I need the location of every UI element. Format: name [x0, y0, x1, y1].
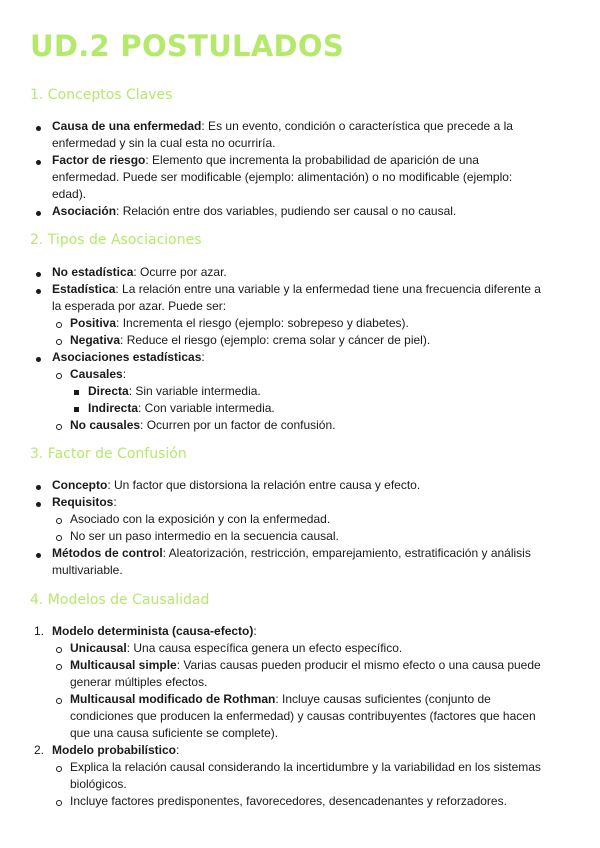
list-number: 1. [34, 624, 45, 638]
bullet-disc [36, 160, 41, 165]
list-item: Multicausal simple: Varias causas pueden producir el mismo efecto o una causa puede [70, 658, 541, 672]
list-item-cont: enfermedad y sin la cual esta no ocurriría. [52, 136, 276, 150]
list-item: No ser un paso intermedio en la secuencia causal. [70, 529, 339, 543]
list-item: Modelo probabilístico: [52, 743, 180, 757]
section-heading-confusion: 3. Factor de Confusión [30, 446, 187, 462]
bullet-circle [56, 800, 62, 806]
list-item-cont: biológicos. [70, 777, 127, 791]
list-item: Asociaciones estadísticas: [52, 350, 205, 364]
list-item-cont: que una causa suficiente se complete). [70, 726, 279, 740]
bullet-disc [36, 485, 41, 490]
list-item: Concepto: Un factor que distorsiona la relación entre causa y efecto. [52, 478, 421, 492]
bullet-disc [36, 211, 41, 216]
list-item-cont: enfermedad. Puede ser modificable (ejemplo: alimentación) o no modificable (ejemplo: [52, 170, 513, 184]
page-title: UD.2 POSTULADOS [30, 29, 345, 63]
bullet-circle [56, 339, 62, 345]
bullet-disc [36, 357, 41, 362]
bullet-circle [56, 766, 62, 772]
bullet-disc [36, 502, 41, 507]
bullet-circle [56, 535, 62, 541]
list-item: Métodos de control: Aleatorización, restricción, emparejamiento, estratificación y análisis [52, 546, 531, 560]
list-item: Causales: [70, 367, 127, 381]
list-item-cont: la esperada por azar. Puede ser: [52, 299, 227, 313]
list-item: Asociación: Relación entre dos variables, pudiendo ser causal o no causal. [52, 204, 457, 218]
list-item: Positiva: Incrementa el riesgo (ejemplo: sobrepeso y diabetes). [70, 316, 409, 330]
bullet-circle [56, 647, 62, 653]
bullet-circle [56, 322, 62, 328]
bullet-circle [56, 664, 62, 670]
list-item: No estadística: Ocurre por azar. [52, 265, 227, 279]
list-item: Estadística: La relación entre una variable y la enfermedad tiene una frecuencia diferente a [52, 282, 541, 296]
bullet-square [74, 390, 79, 395]
bullet-circle [56, 373, 62, 379]
list-item-cont: edad). [52, 187, 87, 201]
list-item: Explica la relación causal considerando la incertidumbre y la variabilidad en los sistemas [70, 760, 541, 774]
bullet-circle [56, 518, 62, 524]
list-item-cont: condiciones que producen la enfermedad) y causas contribuyentes (factores que hacen [70, 709, 536, 723]
bullet-circle [56, 424, 62, 430]
list-item: Negativa: Reduce el riesgo (ejemplo: crema solar y cáncer de piel). [70, 333, 431, 347]
list-item: Directa: Sin variable intermedia. [88, 384, 261, 398]
list-number: 2. [34, 743, 45, 757]
list-item: Modelo determinista (causa-efecto): [52, 624, 257, 638]
list-item: Incluye factores predisponentes, favorecedores, desencadenantes y reforzadores. [70, 794, 507, 808]
bullet-disc [36, 272, 41, 277]
list-item: Unicausal: Una causa específica genera un efecto específico. [70, 641, 403, 655]
list-item: Causa de una enfermedad: Es un evento, condición o característica que precede a la [52, 119, 513, 133]
list-item: Factor de riesgo: Elemento que incrementa la probabilidad de aparición de una [52, 153, 479, 167]
bullet-disc [36, 289, 41, 294]
list-item-cont: multivariable. [52, 563, 123, 577]
list-item: Requisitos: [52, 495, 117, 509]
list-item: Multicausal modificado de Rothman: Incluye causas suficientes (conjunto de [70, 692, 491, 706]
section-heading-conceptos: 1. Conceptos Claves [30, 87, 173, 103]
list-item: Indirecta: Con variable intermedia. [88, 401, 275, 415]
bullet-disc [36, 553, 41, 558]
list-item: No causales: Ocurren por un factor de confusión. [70, 418, 336, 432]
bullet-circle [56, 698, 62, 704]
list-item-cont: generar múltiples efectos. [70, 675, 208, 689]
bullet-disc [36, 126, 41, 131]
section-heading-modelos: 4. Modelos de Causalidad [30, 592, 210, 608]
list-item: Asociado con la exposición y con la enfermedad. [70, 512, 331, 526]
bullet-square [74, 407, 79, 412]
section-heading-tipos: 2. Tipos de Asociaciones [30, 232, 202, 248]
